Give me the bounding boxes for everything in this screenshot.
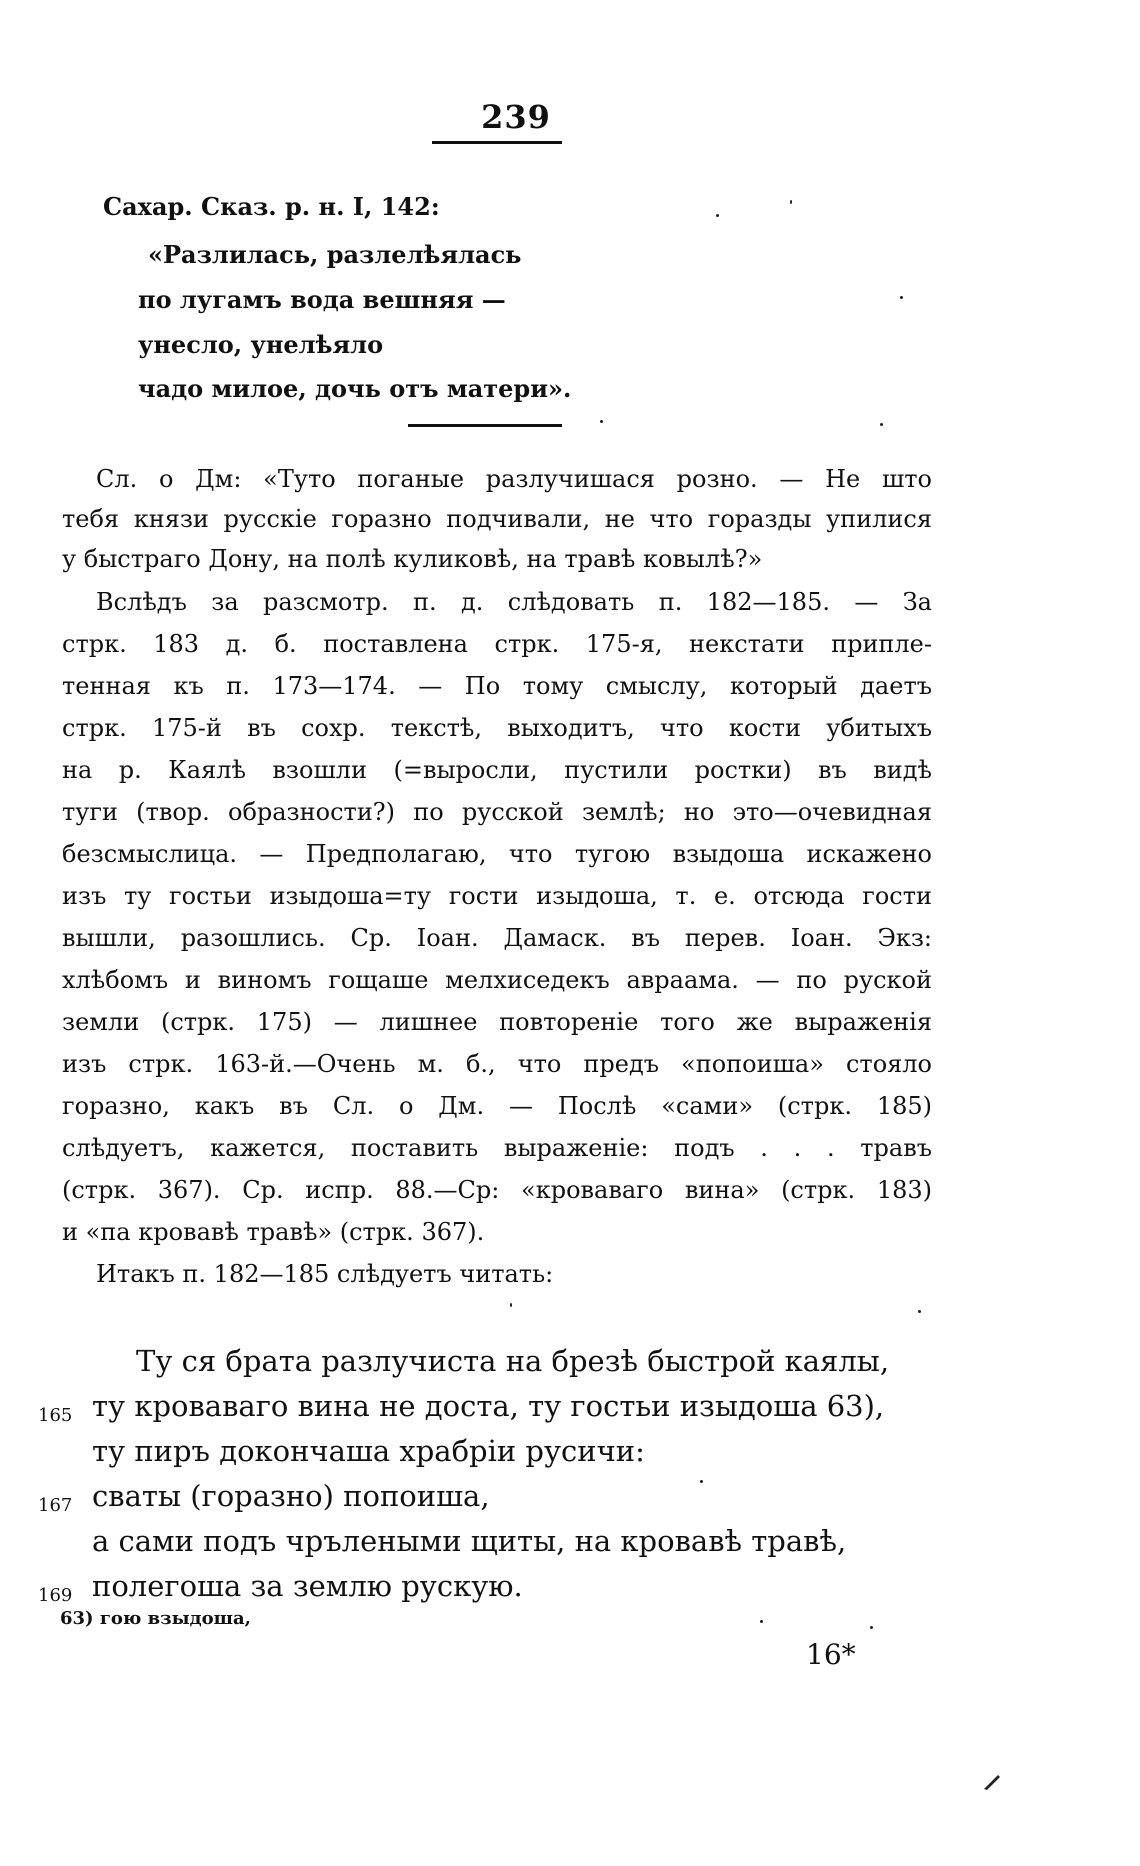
scan-speck [760,1620,763,1623]
scan-speck [870,1626,873,1629]
body-line: тенная къ п. 173—174. — По тому смыслу, который даетъ [62,672,932,700]
verse-number: 167 [38,1495,73,1516]
scan-speck [790,200,792,204]
body-line: туги (твор. образности?) по русской землѣ; но это—очевидная [62,798,932,826]
scan-speck [880,423,883,426]
verse-line [136,1343,976,1379]
quote-source: Сахар. Сказ. р. н. I, 142: [103,192,440,221]
scan-speck [700,1480,703,1483]
sheet-signature: 16* [806,1638,856,1671]
verse-line [38,1568,932,1606]
verse-text: а сами подъ чрълеными щиты, на кровавѣ травѣ, [92,1524,847,1558]
scan-speck [716,214,719,217]
body-line: и «па кровавѣ травѣ» (стрк. 367). [62,1218,485,1246]
pen-mark-icon [982,1771,1002,1791]
body-line: у быстраго Дону, на полѣ куликовѣ, на травѣ ковылѣ?» [62,545,763,573]
poem-line: «Разлилась, разлелѣялась [148,240,522,269]
body-line: горазно, какъ въ Сл. о Дм. — Послѣ «сами» (стрк. 185) [62,1092,932,1120]
section-rule [408,424,562,427]
body-line: стрк. 175-й въ сохр. текстѣ, выходитъ, что кости убитыхъ [62,714,932,742]
body-line: изъ ту гостьи изыдоша=ту гости изыдоша, т. е. отсюда гости [62,882,932,910]
poem-line: по лугамъ вода вешняя — [138,285,506,314]
body-line: хлѣбомъ и виномъ гощаше мелхиседекъ авраама. — по руской [62,966,932,994]
scan-speck [510,1303,512,1307]
poem-line: чадо милое, дочь отъ матери». [138,374,572,403]
poem-line: унесло, унелѣяло [138,330,384,359]
scan-speck [918,1310,921,1313]
body-line: Вслѣдъ за разсмотр. п. д. слѣдовать п. 182—185. — За [96,588,932,616]
body-line: на р. Каялѣ взошли (=выросли, пустили ростки) въ видѣ [62,756,932,784]
body-line: Итакъ п. 182—185 слѣдуетъ читать: [96,1260,554,1288]
body-line: тебя князи русскіе горазно подчивали, не что горазды упилися [62,505,932,533]
body-line: Сл. о Дм: «Туто поганые разлучишася розно. — Не што [96,465,932,493]
page-number: 239 [481,98,551,136]
body-line: безсмыслица. — Предполагаю, что тугою взыдоша искажено [62,840,932,868]
verse-line [92,1433,932,1469]
verse-text: полегоша за землю рускую. [92,1569,523,1603]
body-line: (стрк. 367). Ср. испр. 88.—Ср: «кроваваго вина» (стрк. 183) [62,1176,932,1204]
footnote: 63) гою взыдоша, [60,1608,251,1629]
scan-speck [900,296,903,299]
body-line: земли (стрк. 175) — лишнее повтореніе того же выраженія [62,1008,932,1036]
body-line: стрк. 183 д. б. поставлена стрк. 175-я, некстати приплe- [62,630,932,658]
verse-number: 169 [38,1585,73,1606]
body-line: вышли, разошлись. Ср. Іоан. Дамаск. въ перев. Іоан. Экз: [62,924,932,952]
verse-text: ту пиръ докончаша храбріи русичи: [92,1434,645,1468]
scan-speck [600,420,603,423]
verse-line [92,1523,932,1559]
header-rule [432,141,562,144]
verse-number: 165 [38,1405,73,1426]
verse-text: ту кроваваго вина не доста, ту гостьи изыдоша 63), [92,1389,885,1423]
body-line: изъ стрк. 163-й.—Очень м. б., что предъ «попоиша» стояло [62,1050,932,1078]
verse-text: сваты (горазно) попоиша, [92,1479,490,1513]
body-line: слѣдуетъ, кажется, поставить выраженіе: подъ . . . травъ [62,1134,932,1162]
verse-line [38,1388,932,1426]
verse-line [38,1478,932,1516]
verse-text: Ту ся брата разлучиста на брезѣ быстрой каялы, [136,1344,890,1378]
